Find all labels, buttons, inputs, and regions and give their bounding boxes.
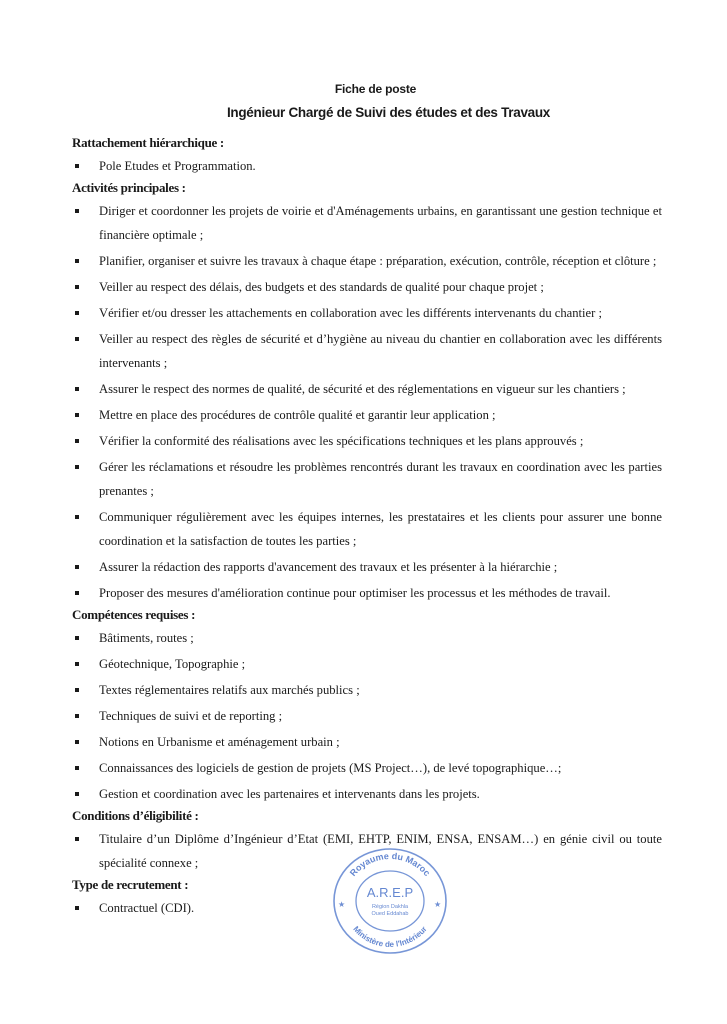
list-item-text: Connaissances des logiciels de gestion de projets (MS Project…), de levé topographique…; (99, 761, 562, 775)
list-item-text: Mettre en place des procédures de contrôle qualité et garantir leur application ; (99, 408, 496, 422)
list-item (72, 756, 662, 780)
stamp-star-icon: ★ (434, 900, 442, 909)
list-item (72, 249, 662, 273)
list-item-text: Vérifier et/ou dresser les attachements en collaboration avec les différents intervenants du chantier ; (99, 306, 602, 320)
svg-text:Ministère de l'Intérieur (351, 924, 428, 949)
section-title: Compétences requises : (72, 607, 196, 622)
list-item-text: Notions en Urbanisme et aménagement urbain ; (99, 735, 340, 749)
list-item-text: Techniques de suivi et de reporting ; (99, 709, 283, 723)
official-stamp (330, 845, 450, 955)
section-title: Conditions d’éligibilité : (72, 808, 199, 823)
bullet-icon (75, 439, 79, 443)
list-item (72, 581, 662, 605)
list-item (72, 626, 662, 650)
stamp-bottom-text: Ministère de l'Intérieur (351, 924, 429, 950)
list-item-text: Proposer des mesures d'amélioration continue pour optimiser les processus et les méthodes de travail. (99, 586, 611, 600)
stamp-inner-line: Région Dakhla (371, 904, 409, 910)
list-item (72, 199, 662, 247)
list-item (72, 327, 662, 375)
svg-text:Royaume du Maroc (348, 851, 432, 878)
document-body (72, 130, 662, 921)
document-subtitle: Ingénieur Chargé de Suivi des études et des Travaux (226, 105, 551, 120)
list-item (72, 275, 662, 299)
bullet-icon (75, 740, 79, 744)
list-item (72, 652, 662, 676)
bullet-icon (75, 285, 79, 289)
bullet-icon (75, 565, 79, 569)
list-item-text: Veiller au respect des délais, des budgets et des standards de qualité pour chaque projet ; (99, 280, 544, 294)
list-item-text: Gérer les réclamations et résoudre les problèmes rencontrés durant les travaux en coordination avec les parties prenantes ; (99, 460, 662, 498)
section-title: Rattachement hiérarchique : (72, 135, 224, 150)
bullet-icon (75, 387, 79, 391)
bullet-icon (75, 591, 79, 595)
list-item (72, 704, 662, 728)
section (72, 134, 662, 178)
bullet-icon (75, 413, 79, 417)
bullet-icon (75, 837, 79, 841)
list-item (72, 730, 662, 754)
list-item-text: Communiquer régulièrement avec les équipes internes, les prestataires et les clients pour assurer une bonne coordination et la satisfaction de toutes les parties ; (99, 510, 662, 548)
list-item-text: Planifier, organiser et suivre les travaux à chaque étape : préparation, exécution, contrôle, réception et clôture ; (99, 254, 657, 268)
stamp-inner-line: Oued Eddahab (371, 911, 409, 917)
list-item-text: Textes réglementaires relatifs aux marchés publics ; (99, 683, 360, 697)
bullet-icon (75, 259, 79, 263)
list-item-text: Géotechnique, Topographie ; (99, 657, 246, 671)
section-title: Activités principales : (72, 180, 186, 195)
list-item (72, 455, 662, 503)
list-item-text: Veiller au respect des règles de sécurité et d’hygiène au niveau du chantier en collaboration avec les différents intervenants ; (99, 332, 662, 370)
list-item-text: Titulaire d’un Diplôme d’Ingénieur d’Etat (EMI, EHTP, ENIM, ENSA, ENSAM…) en génie civil ou toute spécialité connexe ; (99, 832, 662, 870)
section-title: Type de recrutement : (72, 877, 189, 892)
bullet-icon (75, 792, 79, 796)
list-item (72, 403, 662, 427)
bullet-icon (75, 662, 79, 666)
stamp-star-icon: ★ (338, 900, 346, 909)
list-item-text: Gestion et coordination avec les partenaires et intervenants dans les projets. (99, 787, 480, 801)
bullet-list (72, 199, 662, 605)
section (72, 179, 662, 605)
list-item (72, 505, 662, 553)
bullet-icon (75, 766, 79, 770)
list-item-text: Bâtiments, routes ; (99, 631, 194, 645)
bullet-icon (75, 465, 79, 469)
list-item (72, 154, 662, 178)
bullet-icon (75, 311, 79, 315)
bullet-icon (75, 714, 79, 718)
list-item (72, 301, 662, 325)
bullet-list (72, 154, 662, 178)
list-item-text: Assurer le respect des normes de qualité, de sécurité et des réglementations en vigueur sur les chantiers ; (99, 382, 626, 396)
section (72, 606, 662, 806)
bullet-icon (75, 906, 79, 910)
list-item-text: Vérifier la conformité des réalisations avec les spécifications techniques et les plans approuvés ; (99, 434, 584, 448)
bullet-icon (75, 337, 79, 341)
bullet-icon (75, 688, 79, 692)
list-item (72, 678, 662, 702)
document-title: Fiche de poste (334, 82, 417, 96)
list-item-text: Diriger et coordonner les projets de voirie et d'Aménagements urbains, en garantissant une gestion technique et financière optimale ; (99, 204, 662, 242)
list-item (72, 782, 662, 806)
list-item-text: Pole Etudes et Programmation. (99, 159, 256, 173)
bullet-icon (75, 209, 79, 213)
bullet-icon (75, 164, 79, 168)
stamp-center-text: A.R.E.P (366, 885, 414, 900)
list-item (72, 555, 662, 579)
bullet-icon (75, 515, 79, 519)
bullet-list (72, 626, 662, 806)
list-item (72, 429, 662, 453)
stamp-top-text: Royaume du Maroc (347, 850, 433, 879)
list-item-text: Assurer la rédaction des rapports d'avancement des travaux et les présenter à la hiérarchie ; (99, 560, 558, 574)
bullet-icon (75, 636, 79, 640)
list-item-text: Contractuel (CDI). (99, 901, 195, 915)
list-item (72, 377, 662, 401)
